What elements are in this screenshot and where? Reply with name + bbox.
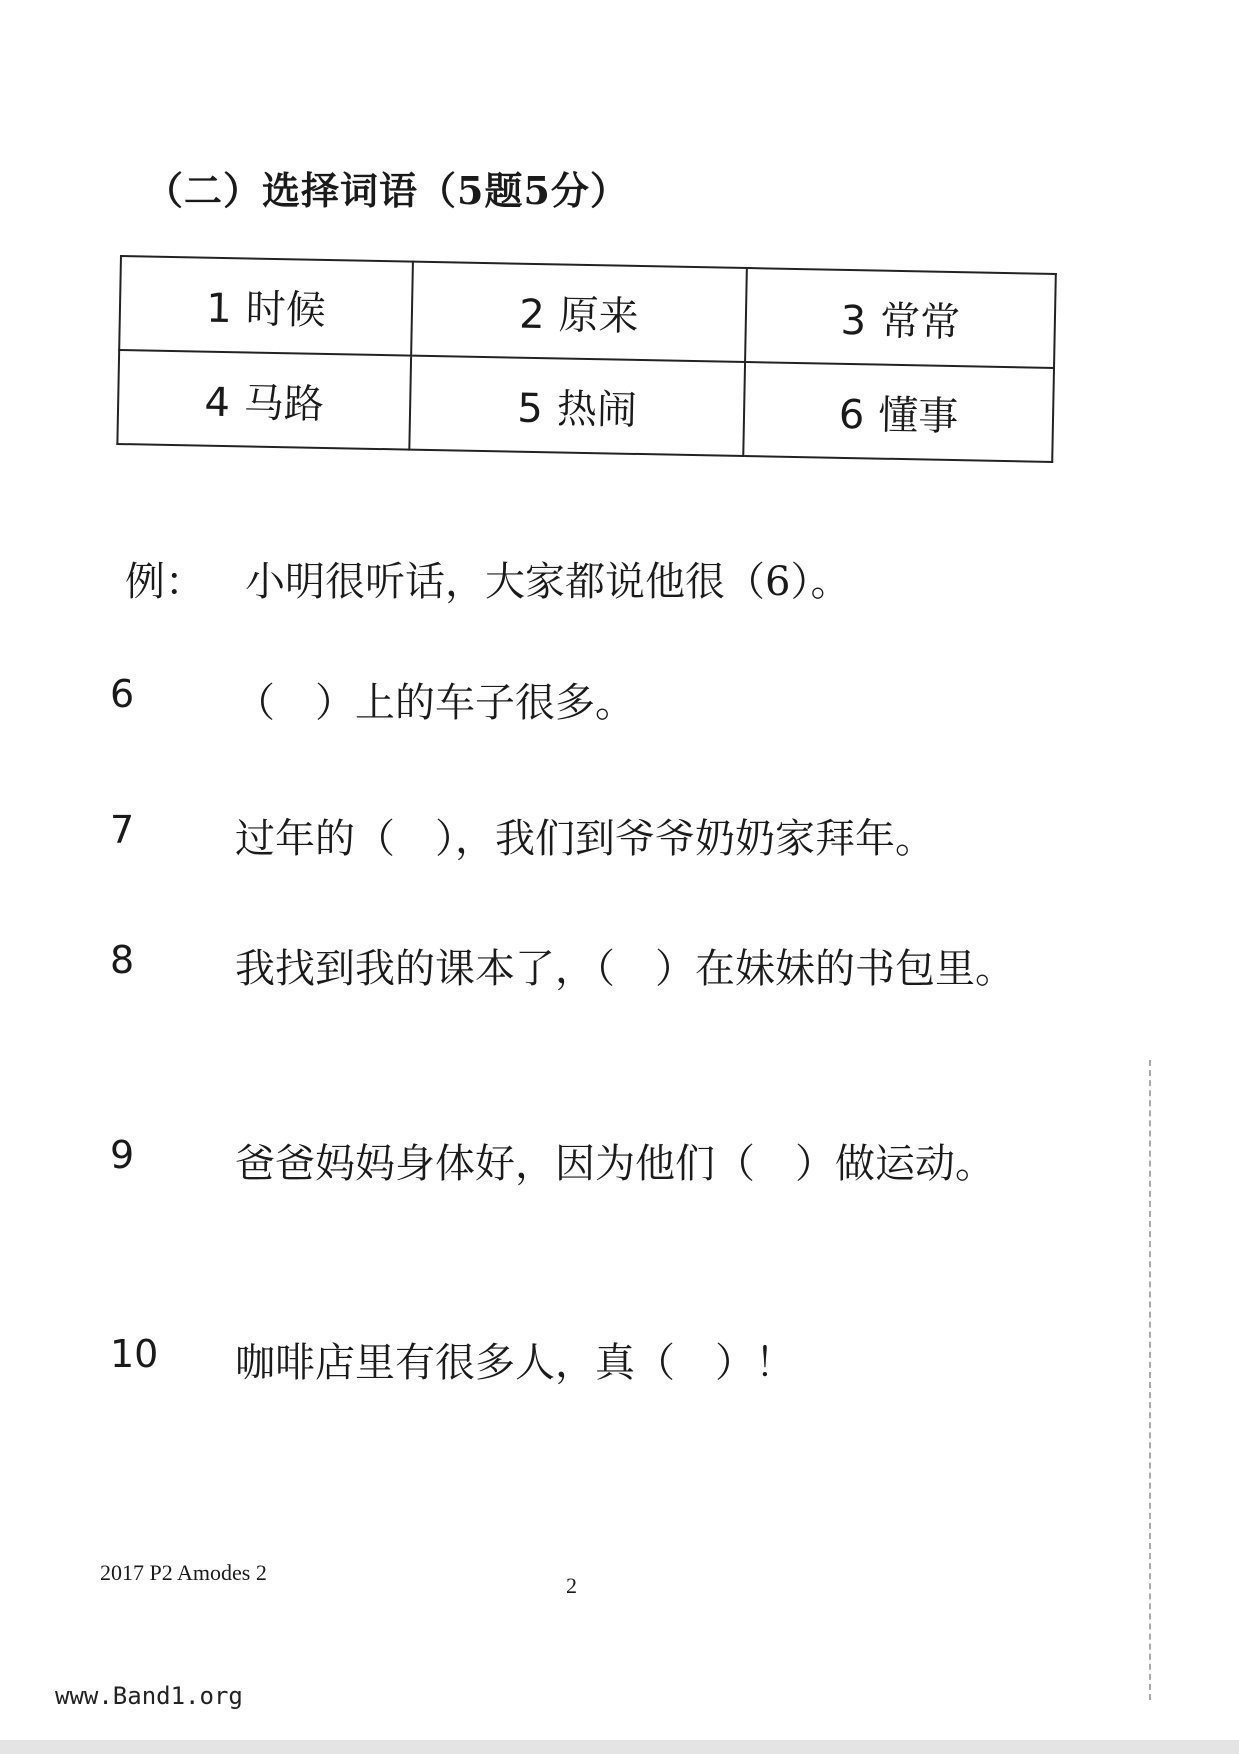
example-label: 例： bbox=[125, 559, 205, 605]
question-number: 8 bbox=[110, 938, 135, 982]
scan-edge-line bbox=[1149, 1060, 1151, 1700]
question-text: 咖啡店里有很多人，真（ ）！ bbox=[235, 1340, 795, 1386]
question-number: 10 bbox=[110, 1332, 159, 1376]
section-title: （二）选择词语（5题5分） bbox=[145, 168, 629, 213]
word-number: 6 bbox=[838, 391, 865, 438]
word-number: 4 bbox=[204, 379, 231, 426]
word-bank-cell bbox=[411, 262, 747, 362]
word-bank-cell bbox=[409, 356, 745, 456]
word-text: 马路 bbox=[243, 379, 325, 428]
question-text: 过年的（ ），我们到爷爷奶奶家拜年。 bbox=[235, 816, 935, 862]
question-number: 7 bbox=[110, 808, 135, 852]
footer-exam-code: 2017 P2 Amodes 2 bbox=[100, 1560, 267, 1585]
word-bank-cell bbox=[117, 350, 411, 450]
word-number: 1 bbox=[205, 285, 233, 332]
word-text: 懂事 bbox=[877, 392, 959, 440]
question-text: （ ）上的车子很多。 bbox=[235, 680, 635, 726]
scan-bottom-band bbox=[0, 1740, 1239, 1754]
word-bank-cell bbox=[743, 362, 1054, 462]
question-text: 我找到我的课本了，（ ）在妹妹的书包里。 bbox=[235, 946, 1015, 992]
word-text: 常常 bbox=[879, 298, 961, 346]
word-number: 2 bbox=[518, 291, 546, 338]
word-text: 时候 bbox=[245, 285, 327, 334]
word-bank-cell bbox=[745, 268, 1056, 368]
example-text: 小明很听话，大家都说他很（6）。 bbox=[245, 559, 851, 605]
word-bank-cell bbox=[119, 256, 413, 356]
word-number: 5 bbox=[516, 385, 544, 432]
question-number: 9 bbox=[110, 1133, 135, 1177]
question-text: 爸爸妈妈身体好，因为他们（ ）做运动。 bbox=[235, 1141, 995, 1187]
word-text: 热闹 bbox=[556, 385, 638, 434]
question-number: 6 bbox=[110, 672, 135, 716]
word-text: 原来 bbox=[558, 291, 640, 340]
word-bank-table bbox=[116, 255, 1056, 463]
example-sentence bbox=[125, 550, 850, 607]
footer-page-number: 2 bbox=[566, 1573, 577, 1598]
watermark-url: www.Band1.org bbox=[55, 1682, 243, 1710]
word-number: 3 bbox=[840, 297, 867, 344]
